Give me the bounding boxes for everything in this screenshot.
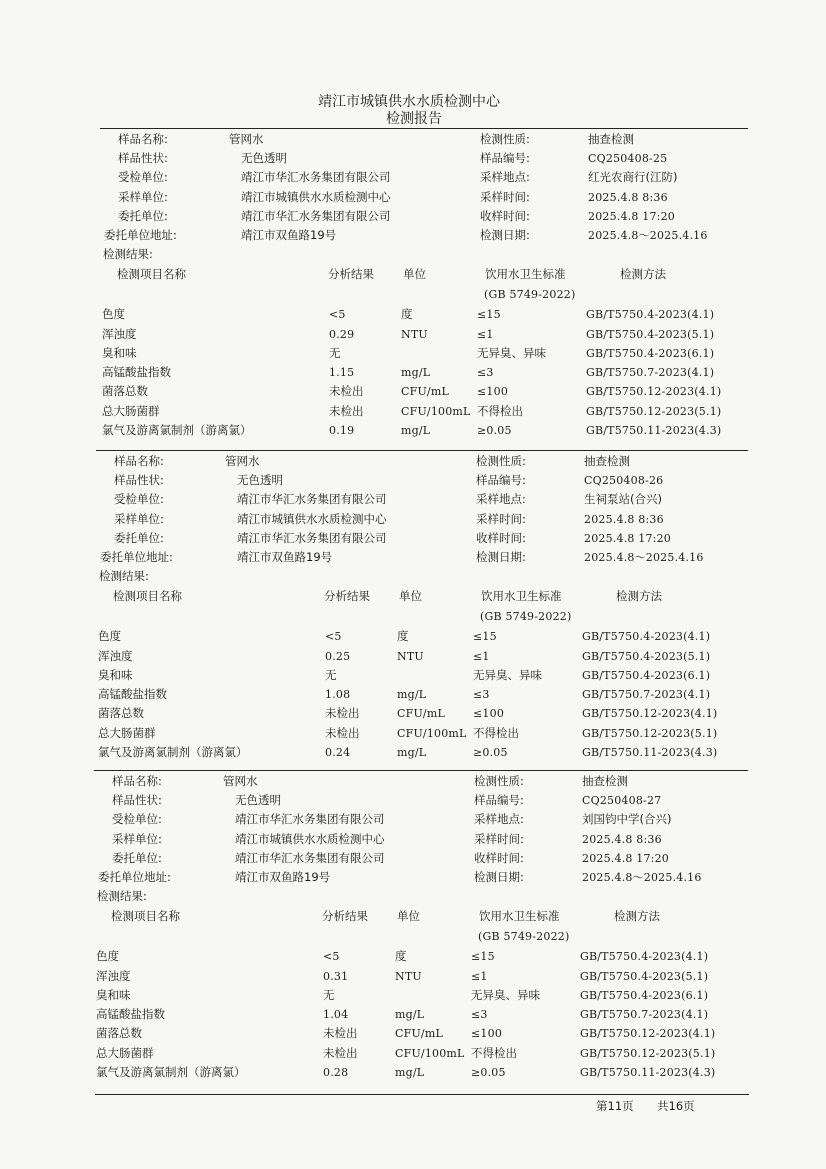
column-header: 检测项目名称: [111, 909, 180, 924]
cell-result: 0.28: [323, 1066, 349, 1079]
info-value: 靖江市华汇水务集团有限公司: [237, 530, 387, 545]
cell-item: 浑浊度: [98, 648, 133, 663]
info-label: 采样单位:: [118, 189, 168, 204]
cell-standard: 不得检出: [473, 725, 519, 740]
cell-method: GB/T5750.7-2023(4.1): [586, 366, 715, 380]
info-value: 2025.4.8～2025.4.16: [582, 871, 702, 884]
cell-item: 氯气及游离氯制剂（游离氯）: [96, 1065, 246, 1079]
info-label: 委托单位地址:: [104, 228, 177, 242]
info-label: 采样时间:: [480, 189, 530, 204]
cell-result: 0.24: [325, 746, 351, 759]
info-value: 红光农商行(江防): [588, 170, 678, 185]
cell-item: 菌落总数: [98, 706, 144, 721]
column-header: 单位: [403, 267, 426, 282]
info-value: 2025.4.8 17:20: [588, 209, 675, 223]
column-header: 分析结果: [322, 909, 368, 924]
info-label: 委托单位地址:: [100, 550, 173, 564]
cell-unit: NTU: [395, 969, 422, 983]
info-value: CQ250408-26: [584, 474, 664, 488]
info-value: 刘国钧中学(合兴): [582, 812, 672, 827]
info-label: 检测性质:: [480, 132, 530, 146]
info-label: 检测日期:: [474, 870, 524, 884]
cell-item: 氯气及游离氯制剂（游离氯）: [102, 423, 252, 437]
column-header: 检测方法: [620, 267, 666, 282]
info-label: 委托单位:: [114, 530, 164, 545]
cell-method: GB/T5750.4-2023(5.1): [580, 969, 709, 983]
cell-result: 0.29: [329, 327, 355, 341]
info-label: 样品性状:: [112, 793, 162, 808]
cell-unit: CFU/100mL: [401, 404, 471, 418]
info-label: 委托单位:: [118, 208, 168, 223]
info-label: 样品编号:: [476, 473, 526, 488]
cell-method: GB/T5750.4-2023(4.1): [582, 630, 711, 644]
cell-unit: 度: [401, 307, 413, 322]
cell-standard: 不得检出: [471, 1045, 517, 1060]
report-title: 检测报告: [386, 111, 442, 127]
info-label: 采样地点:: [476, 492, 526, 507]
info-value: 抽查检测: [588, 132, 634, 146]
cell-result: 无: [325, 667, 337, 682]
info-value: 靖江市双鱼路19号: [237, 550, 333, 564]
info-label: 样品编号:: [474, 793, 524, 808]
info-value: 靖江市华汇水务集团有限公司: [235, 850, 385, 865]
section-top-rule: [94, 770, 748, 771]
cell-unit: NTU: [401, 327, 428, 341]
column-header: 检测方法: [614, 909, 660, 924]
info-value: 2025.4.8～2025.4.16: [588, 229, 708, 242]
cell-unit: CFU/mL: [401, 385, 449, 399]
cell-result: 未检出: [323, 1026, 358, 1041]
cell-unit: CFU/mL: [395, 1027, 443, 1041]
cell-method: GB/T5750.12-2023(5.1): [586, 404, 722, 418]
cell-result: 0.31: [323, 969, 349, 983]
cell-standard: ≥0.05: [473, 746, 508, 759]
cell-standard: 无异臭、异味: [473, 667, 542, 682]
cell-standard: ≤1: [473, 649, 490, 663]
info-label: 采样时间:: [476, 511, 526, 526]
cell-item: 菌落总数: [102, 384, 148, 399]
cell-item: 总大肠菌群: [102, 403, 160, 418]
info-value: 2025.4.8 8:36: [584, 512, 664, 526]
cell-result: <5: [325, 630, 342, 644]
cell-item: 臭和味: [96, 987, 131, 1002]
cell-method: GB/T5750.11-2023(4.3): [580, 1066, 716, 1079]
info-label: 检测日期:: [480, 228, 530, 242]
column-header-sub: (GB 5749-2022): [484, 288, 576, 302]
cell-standard: ≤100: [473, 707, 505, 721]
info-value: 2025.4.8 17:20: [584, 531, 671, 545]
bottom-rule: [95, 1094, 749, 1095]
info-label: 委托单位地址:: [98, 870, 171, 884]
info-value: 抽查检测: [582, 774, 628, 788]
cell-unit: mg/L: [395, 1066, 425, 1079]
cell-item: 色度: [102, 307, 125, 322]
cell-standard: ≤15: [471, 950, 495, 964]
info-label: 采样时间:: [474, 831, 524, 846]
column-header: 单位: [397, 909, 420, 924]
cell-item: 臭和味: [102, 345, 137, 360]
cell-method: GB/T5750.4-2023(4.1): [586, 308, 715, 322]
cell-method: GB/T5750.4-2023(5.1): [582, 649, 711, 663]
cell-standard: ≥0.05: [471, 1066, 506, 1079]
info-value: 2025.4.8 8:36: [588, 190, 668, 204]
cell-standard: ≤100: [477, 385, 509, 399]
info-value: 靖江市华汇水务集团有限公司: [241, 208, 391, 223]
cell-unit: mg/L: [397, 746, 427, 759]
results-heading: 检测结果:: [99, 569, 149, 584]
info-value: 靖江市华汇水务集团有限公司: [237, 492, 387, 507]
info-label: 受检单位:: [114, 492, 164, 507]
info-label: 收样时间:: [480, 208, 530, 223]
info-label: 检测性质:: [476, 454, 526, 468]
cell-method: GB/T5750.4-2023(4.1): [580, 950, 709, 964]
cell-result: 无: [329, 345, 341, 360]
cell-unit: mg/L: [401, 366, 431, 380]
cell-method: GB/T5750.12-2023(5.1): [580, 1046, 716, 1060]
cell-standard: ≤1: [477, 327, 494, 341]
info-label: 样品名称:: [118, 132, 168, 146]
cell-result: 1.08: [325, 688, 351, 702]
info-value: 2025.4.8 8:36: [582, 832, 662, 846]
column-header: 分析结果: [328, 267, 374, 282]
cell-item: 总大肠菌群: [98, 725, 156, 740]
report-org: 靖江市城镇供水水质检测中心: [318, 94, 500, 110]
page-total: 共16页: [657, 1099, 695, 1113]
cell-result: <5: [329, 308, 346, 322]
info-value: CQ250408-27: [582, 794, 662, 808]
info-value: 靖江市双鱼路19号: [235, 870, 331, 884]
cell-result: 未检出: [325, 725, 360, 740]
cell-method: GB/T5750.12-2023(5.1): [582, 726, 718, 740]
cell-item: 臭和味: [98, 667, 133, 682]
info-label: 样品名称:: [114, 454, 164, 468]
info-value: 生祠泵站(合兴): [584, 492, 662, 507]
cell-item: 总大肠菌群: [96, 1045, 154, 1060]
cell-standard: ≤1: [471, 969, 488, 983]
cell-result: 无: [323, 987, 335, 1002]
cell-item: 氯气及游离氯制剂（游离氯）: [98, 745, 248, 759]
cell-method: GB/T5750.7-2023(4.1): [580, 1008, 709, 1022]
info-label: 收样时间:: [476, 530, 526, 545]
cell-method: GB/T5750.11-2023(4.3): [582, 746, 718, 759]
cell-standard: 无异臭、异味: [477, 345, 546, 360]
cell-unit: mg/L: [395, 1008, 425, 1022]
cell-item: 色度: [96, 949, 119, 964]
column-header: 检测项目名称: [117, 267, 186, 282]
cell-standard: ≤3: [477, 366, 494, 380]
info-value: 抽查检测: [584, 454, 630, 468]
results-heading: 检测结果:: [97, 889, 147, 904]
cell-result: 1.15: [329, 366, 355, 380]
cell-method: GB/T5750.12-2023(4.1): [582, 707, 718, 721]
cell-method: GB/T5750.11-2023(4.3): [586, 424, 722, 437]
cell-standard: ≤15: [473, 630, 497, 644]
column-header: 检测项目名称: [113, 589, 182, 604]
cell-unit: 度: [397, 629, 409, 644]
info-label: 样品性状:: [118, 151, 168, 166]
section-top-rule: [100, 128, 748, 129]
page-number: 第11页: [596, 1099, 634, 1113]
info-value: 管网水: [229, 132, 264, 146]
cell-method: GB/T5750.12-2023(4.1): [580, 1027, 716, 1041]
cell-unit: 度: [395, 949, 407, 964]
column-header: 饮用水卫生标准: [479, 909, 560, 924]
cell-result: 未检出: [325, 706, 360, 721]
column-header: 检测方法: [616, 589, 662, 604]
cell-item: 色度: [98, 629, 121, 644]
info-label: 样品编号:: [480, 151, 530, 166]
section-top-rule: [96, 450, 748, 451]
results-heading: 检测结果:: [103, 247, 153, 262]
cell-result: 未检出: [329, 403, 364, 418]
column-header: 单位: [399, 589, 422, 604]
info-value: 无色透明: [237, 473, 283, 488]
cell-result: 0.25: [325, 649, 351, 663]
cell-unit: mg/L: [401, 424, 431, 437]
info-value: 靖江市华汇水务集团有限公司: [235, 812, 385, 827]
column-header: 分析结果: [324, 589, 370, 604]
info-label: 采样地点:: [474, 812, 524, 827]
info-value: 管网水: [223, 774, 258, 788]
info-label: 样品性状:: [114, 473, 164, 488]
info-value: 无色透明: [241, 151, 287, 166]
info-value: 无色透明: [235, 793, 281, 808]
info-value: 靖江市城镇供水水质检测中心: [241, 189, 391, 204]
cell-method: GB/T5750.4-2023(6.1): [580, 988, 709, 1002]
info-label: 采样地点:: [480, 170, 530, 185]
info-label: 受检单位:: [112, 812, 162, 827]
cell-standard: 无异臭、异味: [471, 987, 540, 1002]
cell-standard: ≥0.05: [477, 424, 512, 437]
info-label: 采样单位:: [114, 511, 164, 526]
cell-result: 1.04: [323, 1008, 349, 1022]
cell-item: 浑浊度: [102, 326, 137, 341]
column-header-sub: (GB 5749-2022): [478, 930, 570, 944]
info-value: 2025.4.8～2025.4.16: [584, 551, 704, 564]
info-label: 受检单位:: [118, 170, 168, 185]
info-label: 采样单位:: [112, 831, 162, 846]
info-value: 靖江市双鱼路19号: [241, 228, 337, 242]
cell-method: GB/T5750.4-2023(5.1): [586, 327, 715, 341]
cell-standard: ≤3: [471, 1008, 488, 1022]
info-label: 检测日期:: [476, 550, 526, 564]
cell-unit: NTU: [397, 649, 424, 663]
column-header: 饮用水卫生标准: [481, 589, 562, 604]
cell-item: 高锰酸盐指数: [98, 687, 167, 702]
cell-unit: CFU/100mL: [397, 726, 467, 740]
cell-standard: ≤3: [473, 688, 490, 702]
cell-method: GB/T5750.4-2023(6.1): [582, 668, 711, 682]
info-label: 委托单位:: [112, 850, 162, 865]
cell-item: 浑浊度: [96, 968, 131, 983]
info-value: 管网水: [225, 454, 260, 468]
cell-unit: CFU/100mL: [395, 1046, 465, 1060]
cell-method: GB/T5750.7-2023(4.1): [582, 688, 711, 702]
cell-result: 0.19: [329, 424, 355, 437]
cell-method: GB/T5750.12-2023(4.1): [586, 385, 722, 399]
info-label: 样品名称:: [112, 774, 162, 788]
info-value: 靖江市华汇水务集团有限公司: [241, 170, 391, 185]
cell-standard: ≤100: [471, 1027, 503, 1041]
cell-standard: ≤15: [477, 308, 501, 322]
cell-item: 菌落总数: [96, 1026, 142, 1041]
cell-standard: 不得检出: [477, 403, 523, 418]
info-label: 收样时间:: [474, 850, 524, 865]
info-label: 检测性质:: [474, 774, 524, 788]
column-header: 饮用水卫生标准: [485, 267, 566, 282]
cell-result: 未检出: [323, 1045, 358, 1060]
cell-item: 高锰酸盐指数: [96, 1007, 165, 1022]
info-value: CQ250408-25: [588, 152, 668, 166]
cell-result: 未检出: [329, 384, 364, 399]
info-value: 靖江市城镇供水水质检测中心: [235, 831, 385, 846]
cell-unit: mg/L: [397, 688, 427, 702]
cell-unit: CFU/mL: [397, 707, 445, 721]
info-value: 靖江市城镇供水水质检测中心: [237, 511, 387, 526]
cell-item: 高锰酸盐指数: [102, 365, 171, 380]
column-header-sub: (GB 5749-2022): [480, 610, 572, 624]
cell-result: <5: [323, 950, 340, 964]
info-value: 2025.4.8 17:20: [582, 851, 669, 865]
cell-method: GB/T5750.4-2023(6.1): [586, 346, 715, 360]
